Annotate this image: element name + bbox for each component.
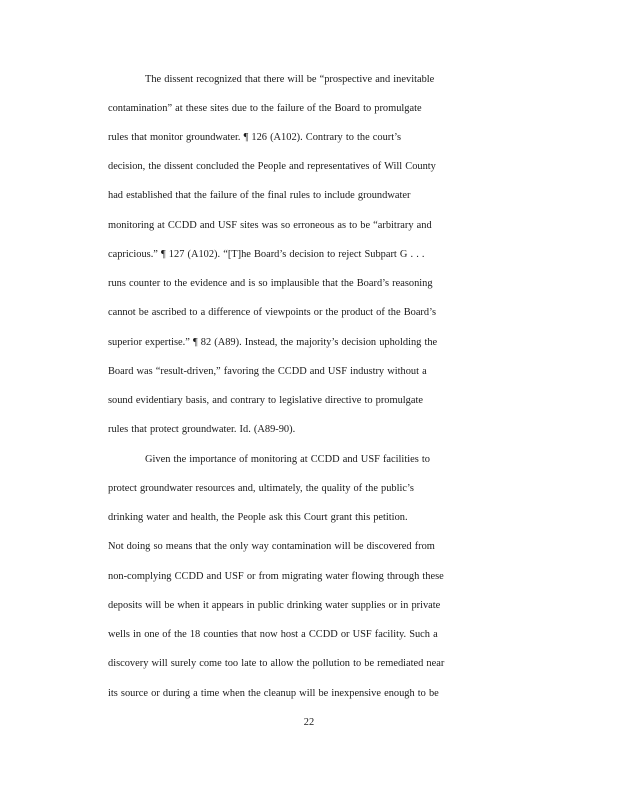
text-line: cannot be ascribed to a difference of viewpoints or the product of the Board’s [108,307,437,318]
text-line: The dissent recognized that there will be “prospective and inevitable [145,74,435,85]
text-line: Board was “result-driven,” favoring the CCDD and USF industry without a [108,366,427,377]
text-line: runs counter to the evidence and is so implausible that the Board’s reasoning [108,278,433,289]
text-line: rules that protect groundwater. Id. (A89-90). [108,424,296,435]
text-line: sound evidentiary basis, and contrary to legislative directive to promulgate [108,395,423,406]
text-line: monitoring at CCDD and USF sites was so erroneous as to be “arbitrary and [108,220,432,231]
text-line: superior expertise.” ¶ 82 (A89). Instead, the majority’s decision upholding the [108,337,438,348]
text-line: capricious.” ¶ 127 (A102). “[T]he Board’s decision to reject Subpart G . . . [108,249,425,260]
text-line: discovery will surely come too late to allow the pollution to be remediated near [108,658,445,669]
text-line: decision, the dissent concluded the People and representatives of Will County [108,161,436,172]
text-line: Given the importance of monitoring at CCDD and USF facilities to [145,454,430,465]
text-line: contamination” at these sites due to the failure of the Board to promulgate [108,103,422,114]
text-line: wells in one of the 18 counties that now host a CCDD or USF facility. Such a [108,629,438,640]
text-line: deposits will be when it appears in public drinking water supplies or in private [108,600,441,611]
text-line: had established that the failure of the final rules to include groundwater [108,190,411,201]
text-line: protect groundwater resources and, ultimately, the quality of the public’s [108,483,414,494]
page-number: 22 [303,717,315,728]
text-line: rules that monitor groundwater. ¶ 126 (A102). Contrary to the court’s [108,132,402,143]
text-line: Not doing so means that the only way contamination will be discovered from [108,541,435,552]
text-line: its source or during a time when the cleanup will be inexpensive enough to be [108,688,439,699]
text-line: drinking water and health, the People ask this Court grant this petition. [108,512,408,523]
text-line: non-complying CCDD and USF or from migrating water flowing through these [108,571,444,582]
